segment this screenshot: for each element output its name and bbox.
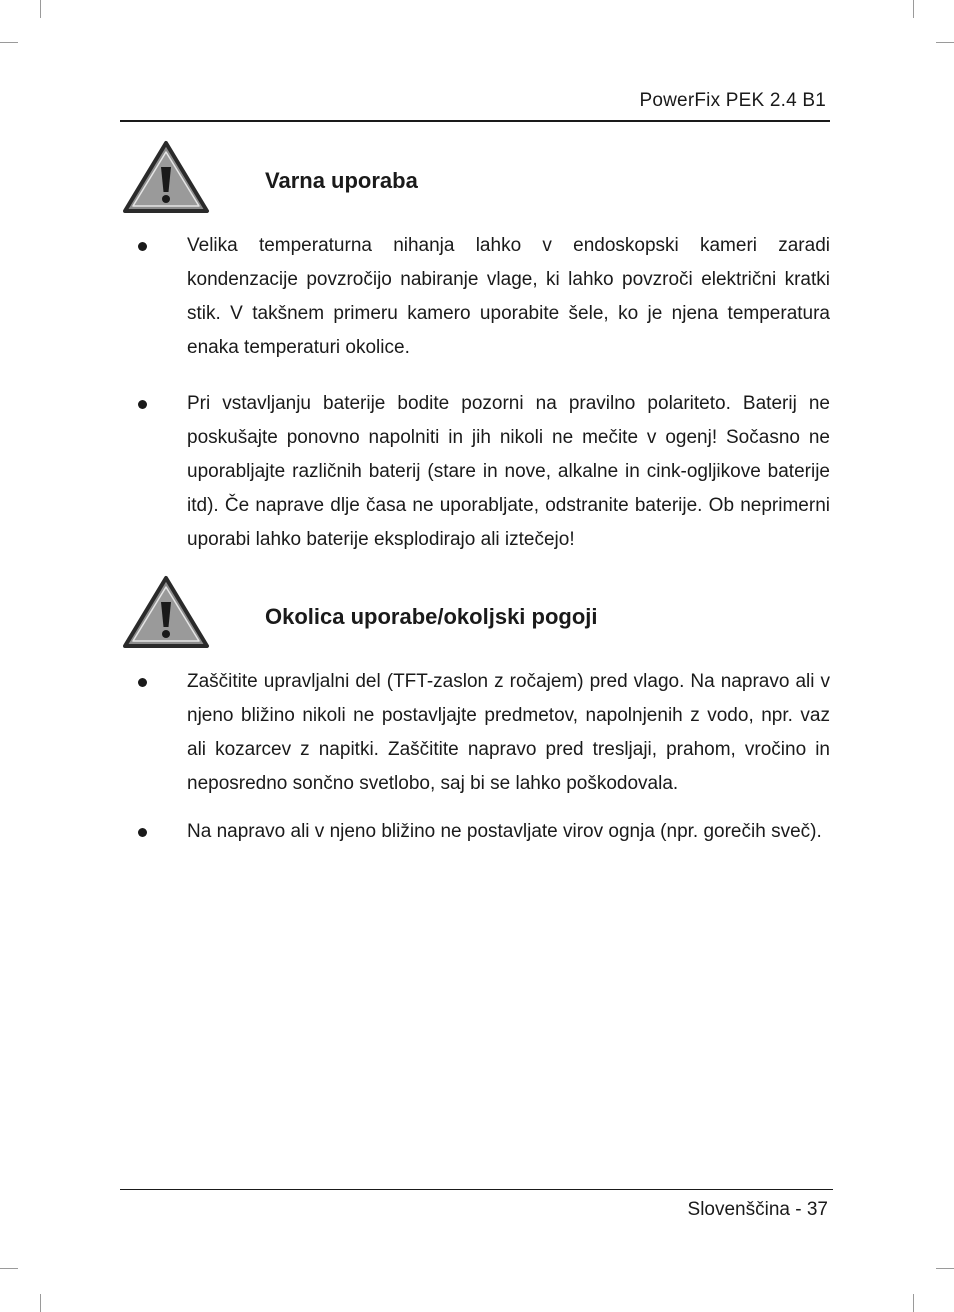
list-item xyxy=(136,229,830,365)
bullet-text: Na napravo ali v njeno bližino ne postavljate virov ognja (npr. gorečih sveč). xyxy=(187,821,822,842)
crop-mark-bottom-right xyxy=(913,1294,914,1312)
section-heading-okolica-uporabe: Okolica uporabe/okoljski pogoji xyxy=(265,604,598,629)
list-item xyxy=(136,815,830,849)
crop-mark-top-right-h xyxy=(936,42,954,43)
crop-mark-bottom-left-h xyxy=(0,1268,18,1269)
crop-mark-top-left-h xyxy=(0,42,18,43)
bullet-list-varna-uporaba xyxy=(136,229,830,557)
crop-mark-bottom-left xyxy=(40,1294,41,1312)
crop-mark-bottom-right-h xyxy=(936,1268,954,1269)
bullet-text: Zaščitite upravljalni del (TFT-zaslon z ročajem) pred vlago. Na napravo ali v njeno bližino nikoli ne postavljajte predmetov, napolnjenih z vodo, npr. vaz ali kozarcev z napitki. Zaščitite napravo pred tresljaji, prahom, vročino in neposredno sončno svetlobo, saj bi se lahko poškodovala. xyxy=(187,671,830,794)
bullet-text: Velika temperaturna nihanja lahko v endoskopski kameri zaradi kondenzacije povzročijo nabiranje vlage, ki lahko povzroči električni kratki stik. V takšnem primeru kamero uporabite šele, ko je njena temperatura enaka temperaturi okolice. xyxy=(187,235,830,358)
warning-triangle-icon xyxy=(122,575,210,649)
page-number: Slovenščina - 37 xyxy=(687,1199,828,1220)
bullet-icon xyxy=(138,242,147,251)
document-header-title: PowerFix PEK 2.4 B1 xyxy=(639,90,826,111)
bullet-text: Pri vstavljanju baterije bodite pozorni na pravilno polariteto. Baterij ne poskušajte ponovno napolniti in jih nikoli ne mečite v ogenj! Sočasno ne uporabljajte različnih baterij (stare in nove, alkalne in cink-ogljikove baterije itd). Če naprave dlje časa ne uporabljate, odstranite baterije. Ob neprimerni uporabi lahko baterije eksplodirajo ali iztečejo! xyxy=(187,393,830,550)
crop-mark-top-right xyxy=(913,0,914,18)
header-rule xyxy=(120,120,830,122)
bullet-list-okolica-uporabe xyxy=(136,665,830,849)
list-item xyxy=(136,665,830,801)
crop-mark-top-left xyxy=(40,0,41,18)
footer-rule xyxy=(120,1189,833,1190)
bullet-icon xyxy=(138,400,147,409)
bullet-icon xyxy=(138,678,147,687)
warning-triangle-icon xyxy=(122,140,210,214)
bullet-icon xyxy=(138,828,147,837)
section-heading-varna-uporaba: Varna uporaba xyxy=(265,168,418,193)
list-item xyxy=(136,387,830,557)
